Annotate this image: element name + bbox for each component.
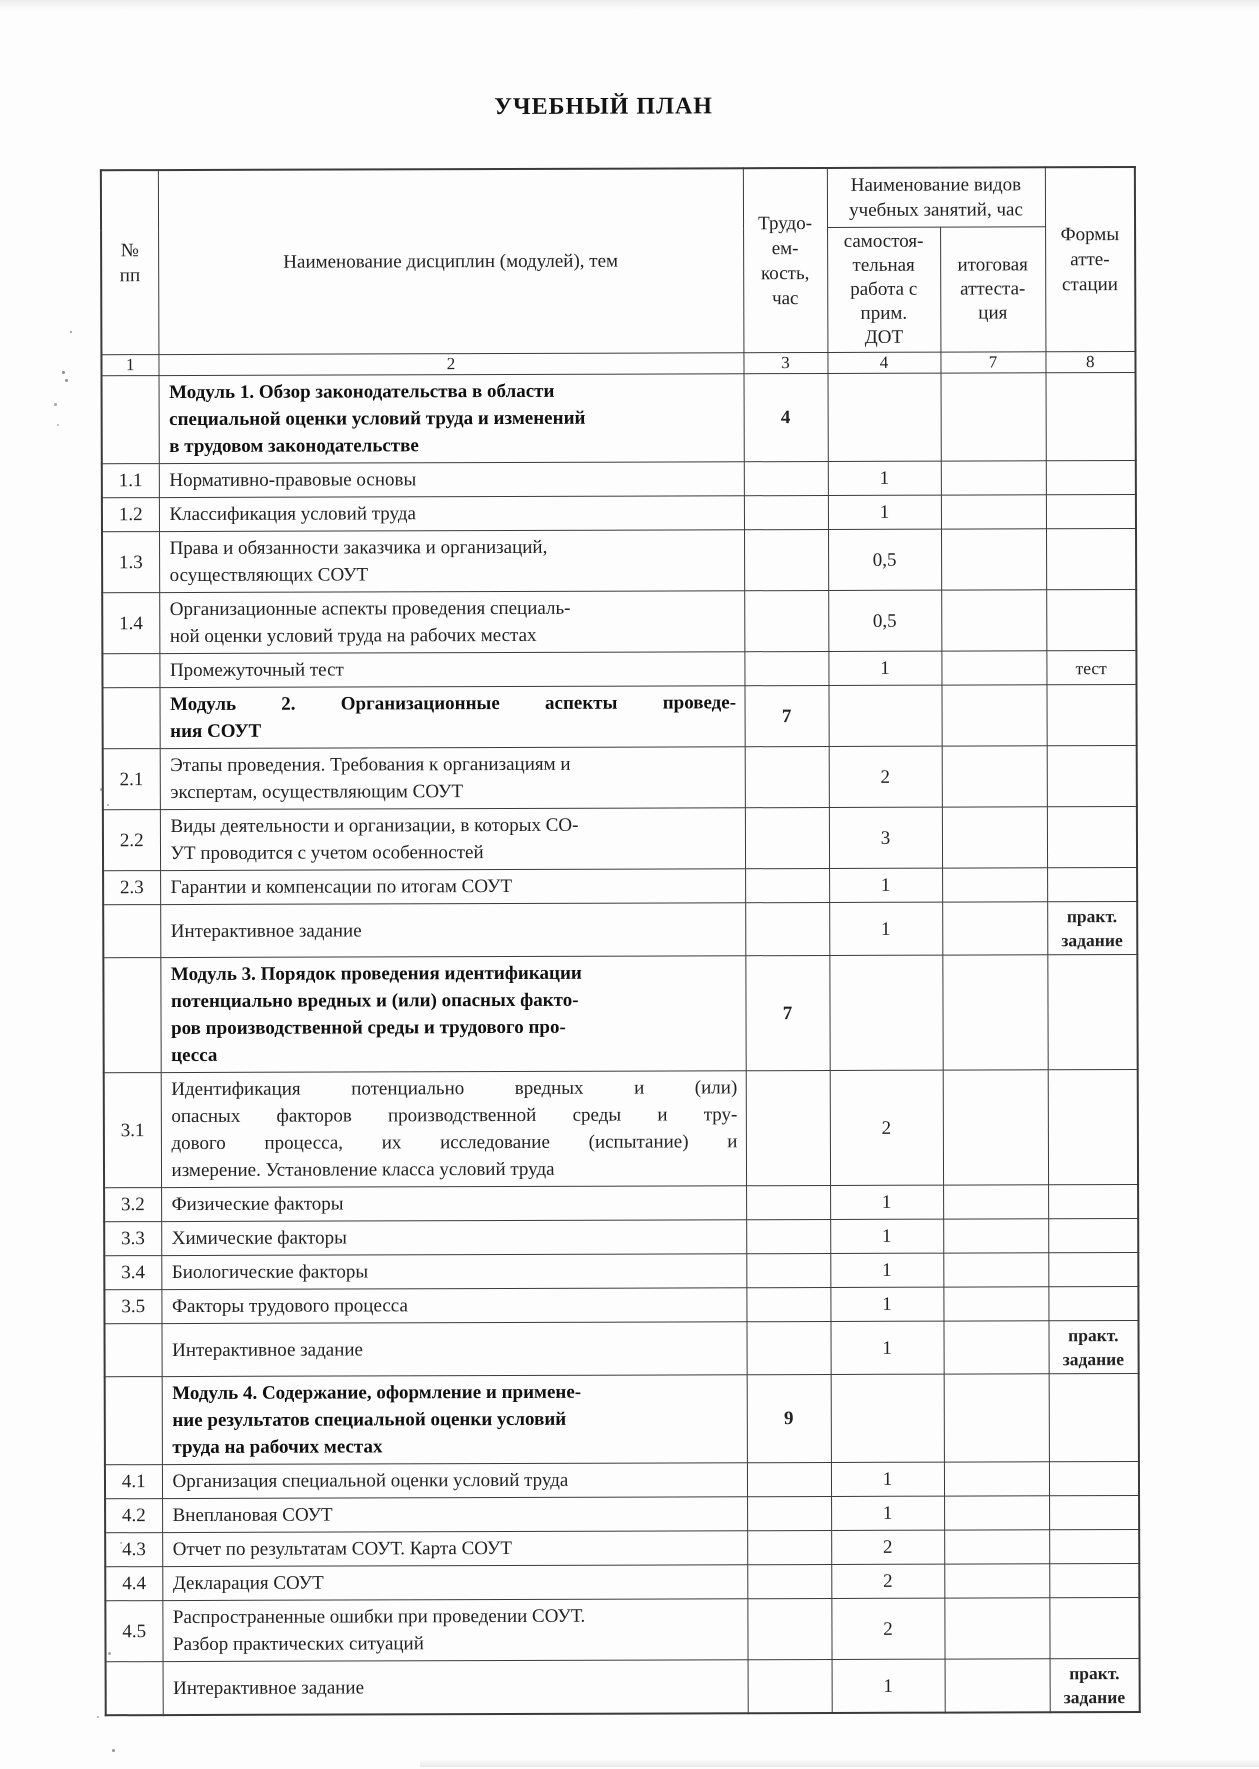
final-attestation-cell <box>943 1287 1048 1321</box>
final-attestation-cell <box>942 868 1047 902</box>
self-work-hours-cell <box>828 685 941 746</box>
workload-cell: 9 <box>747 1374 831 1462</box>
row-number-cell <box>106 1662 163 1716</box>
table-row <box>104 1185 1138 1222</box>
column-index: 3 <box>743 352 827 373</box>
workload-cell <box>748 1659 832 1713</box>
attestation-form-cell: практ. задание <box>1048 1321 1138 1374</box>
row-number-cell: 3.4 <box>104 1256 161 1290</box>
final-attestation-cell <box>944 1564 1049 1598</box>
table-row <box>104 1070 1138 1188</box>
table-row <box>103 807 1137 871</box>
final-attestation-cell <box>943 1185 1048 1219</box>
workload-cell <box>747 1530 831 1564</box>
row-number-cell <box>102 376 159 464</box>
workload-cell: 7 <box>745 955 829 1070</box>
table-row <box>105 1496 1139 1533</box>
table-row <box>102 590 1136 654</box>
workload-cell <box>744 651 828 685</box>
col-header-workload: Трудо- ем- кость, час <box>743 168 828 353</box>
self-work-hours-cell: 1 <box>828 651 941 685</box>
self-work-hours-cell: 1 <box>830 1253 943 1287</box>
table-row <box>105 1530 1139 1567</box>
self-work-hours-cell: 0,5 <box>828 529 941 590</box>
attestation-form-cell <box>1046 685 1136 746</box>
final-attestation-cell <box>943 1070 1048 1185</box>
table-row <box>106 1659 1140 1716</box>
table-row <box>104 1321 1138 1377</box>
discipline-name-cell: Этапы проведения. Требования к организациям и экспертам, осуществляющим СОУТ <box>160 747 745 810</box>
attestation-form-cell: тест <box>1046 651 1136 685</box>
row-number-cell: 2.2 <box>103 810 160 871</box>
row-number-cell: 3.3 <box>104 1222 161 1256</box>
self-work-hours-cell: 0,5 <box>828 590 941 651</box>
self-work-hours-cell: 1 <box>831 1496 944 1530</box>
attestation-form-cell <box>1049 1598 1139 1659</box>
workload-cell <box>747 1598 831 1659</box>
workload-cell <box>746 1219 830 1253</box>
self-work-hours-cell: 1 <box>829 902 942 955</box>
final-attestation-cell <box>944 1462 1049 1496</box>
self-work-hours-cell: 1 <box>829 868 942 902</box>
final-attestation-cell <box>941 529 1046 590</box>
column-index: 1 <box>101 355 158 376</box>
row-number-cell: 1.2 <box>102 498 159 532</box>
final-attestation-cell <box>941 685 1046 746</box>
attestation-form-cell <box>1049 1530 1139 1564</box>
self-work-hours-cell: 1 <box>832 1659 945 1713</box>
table-row <box>103 955 1137 1073</box>
workload-cell <box>746 1070 830 1185</box>
discipline-name-cell: Отчет по результатам СОУТ. Карта СОУТ <box>162 1531 747 1567</box>
attestation-form-cell <box>1049 1564 1139 1598</box>
row-number-cell <box>102 688 159 749</box>
self-work-hours-cell: 3 <box>829 807 942 868</box>
self-work-hours-cell <box>829 955 942 1070</box>
row-number-cell: 3.2 <box>104 1188 161 1222</box>
row-number-cell <box>104 1324 161 1377</box>
discipline-name-cell: Внеплановая СОУТ <box>162 1497 747 1533</box>
final-attestation-cell <box>941 651 1046 685</box>
discipline-name-cell: Нормативно-правовые основы <box>159 462 744 498</box>
workload-cell <box>744 590 828 651</box>
table-row <box>104 1253 1138 1290</box>
page-title: УЧЕБНЫЙ ПЛАН <box>494 93 713 121</box>
table-row <box>102 685 1136 749</box>
attestation-form-cell <box>1049 1496 1139 1530</box>
row-number-cell: 4.5 <box>105 1601 162 1662</box>
final-attestation-cell <box>941 461 1046 495</box>
final-attestation-cell <box>941 590 1046 651</box>
table-row <box>104 1287 1138 1324</box>
self-work-hours-cell: 2 <box>831 1564 944 1598</box>
table-row <box>103 746 1137 810</box>
attestation-form-cell <box>1047 955 1137 1070</box>
row-number-cell: 2.3 <box>103 871 160 905</box>
discipline-name-cell: Модуль 2. Организационные аспекты проведе- ния СОУТ <box>159 686 744 749</box>
table-row <box>105 1374 1139 1465</box>
self-work-hours-cell <box>831 1374 944 1462</box>
column-index: 4 <box>827 352 940 373</box>
row-number-cell: 4.3 <box>105 1533 162 1567</box>
table-body <box>102 373 1140 1716</box>
col-header-attestation-forms: Формы атте- стации <box>1045 167 1136 352</box>
attestation-form-cell <box>1049 1374 1139 1462</box>
attestation-form-cell <box>1047 868 1137 902</box>
table-row <box>105 1462 1139 1499</box>
attestation-form-cell <box>1048 1070 1138 1185</box>
final-attestation-cell <box>942 955 1047 1070</box>
workload-cell <box>745 807 829 868</box>
discipline-name-cell: Распространенные ошибки при проведении СОУТ. Разбор практических ситуаций <box>162 1599 747 1662</box>
row-number-cell: 4.2 <box>105 1499 162 1533</box>
workload-cell: 4 <box>744 373 828 461</box>
final-attestation-cell <box>944 1598 1049 1659</box>
discipline-name-cell: Биологические факторы <box>161 1254 746 1290</box>
final-attestation-cell <box>944 1374 1049 1462</box>
final-attestation-cell <box>944 1530 1049 1564</box>
final-attestation-cell <box>943 1253 1048 1287</box>
attestation-form-cell <box>1046 590 1136 651</box>
table-row <box>104 1219 1138 1256</box>
row-number-cell: 3.1 <box>104 1073 161 1188</box>
self-work-hours-cell: 2 <box>829 746 942 807</box>
attestation-form-cell <box>1048 1219 1138 1253</box>
workload-cell <box>744 461 828 495</box>
attestation-form-cell <box>1047 807 1137 868</box>
col-header-self-work: самостоя- тельная работа с прим. ДОТ <box>827 227 940 352</box>
discipline-name-cell: Химические факторы <box>161 1220 746 1256</box>
row-number-cell: 2.1 <box>103 749 160 810</box>
workload-cell <box>746 1253 830 1287</box>
table-row <box>102 529 1136 593</box>
column-index: 2 <box>158 353 743 376</box>
attestation-form-cell <box>1048 1185 1138 1219</box>
table-row <box>105 1598 1139 1662</box>
row-number-cell: 1.1 <box>102 464 159 498</box>
row-number-cell: 4.4 <box>105 1567 162 1601</box>
table-header <box>101 167 1136 376</box>
workload-cell <box>744 495 828 529</box>
table-row <box>103 902 1137 958</box>
workload-cell <box>747 1462 831 1496</box>
row-number-cell <box>103 958 160 1073</box>
final-attestation-cell <box>941 495 1046 529</box>
column-index: 8 <box>1045 352 1135 373</box>
final-attestation-cell <box>942 746 1047 807</box>
self-work-hours-cell: 2 <box>831 1598 944 1659</box>
attestation-form-cell <box>1046 373 1136 461</box>
column-index: 7 <box>940 352 1045 373</box>
discipline-name-cell: Организационные аспекты проведения специаль- ной оценки условий труда на рабочих местах <box>159 591 744 654</box>
self-work-hours-cell: 2 <box>831 1530 944 1564</box>
attestation-form-cell: практ. задание <box>1050 1659 1140 1713</box>
final-attestation-cell <box>943 1321 1048 1374</box>
self-work-hours-cell: 2 <box>830 1070 943 1185</box>
col-header-discipline: Наименование дисциплин (модулей), тем <box>158 168 744 354</box>
discipline-name-cell: Декларация СОУТ <box>162 1565 747 1601</box>
attestation-form-cell <box>1047 746 1137 807</box>
curriculum-table <box>100 166 1141 1716</box>
table-row <box>103 868 1137 905</box>
attestation-form-cell: практ. задание <box>1047 902 1137 955</box>
row-number-cell <box>103 905 160 958</box>
row-number-cell: 1.3 <box>102 532 159 593</box>
attestation-form-cell <box>1048 1287 1138 1321</box>
self-work-hours-cell: 1 <box>828 461 941 495</box>
final-attestation-cell <box>943 1219 1048 1253</box>
col-header-final-attestation: итоговая аттеста- ция <box>940 227 1045 352</box>
discipline-name-cell: Права и обязанности заказчика и организаций, осуществляющих СОУТ <box>159 530 744 593</box>
final-attestation-cell <box>942 902 1047 955</box>
discipline-name-cell: Виды деятельности и организации, в которых СО- УТ проводится с учетом особенностей <box>160 808 745 871</box>
self-work-hours-cell <box>828 373 941 461</box>
workload-cell <box>746 1321 830 1374</box>
discipline-name-cell: Идентификация потенциально вредных и (или) опасных факторов производственной среды и тру- дового процесса, их исследование (испытание) и измерение. Установление класса условий труда <box>161 1071 746 1188</box>
row-number-cell <box>102 654 159 688</box>
attestation-form-cell <box>1046 495 1136 529</box>
col-header-number: № пп <box>101 170 159 355</box>
table-row <box>105 1564 1139 1601</box>
workload-cell <box>745 868 829 902</box>
col-header-lesson-types-group: Наименование видов учебных занятий, час <box>827 167 1045 227</box>
row-number-cell: 3.5 <box>104 1290 161 1324</box>
table-row <box>102 461 1136 498</box>
discipline-name-cell: Интерактивное задание <box>160 903 745 958</box>
table-row <box>102 495 1136 532</box>
self-work-hours-cell: 1 <box>830 1321 943 1374</box>
attestation-form-cell <box>1046 461 1136 495</box>
workload-cell <box>747 1564 831 1598</box>
self-work-hours-cell: 1 <box>830 1185 943 1219</box>
workload-cell <box>747 1496 831 1530</box>
attestation-form-cell <box>1046 529 1136 590</box>
discipline-name-cell: Факторы трудового процесса <box>161 1288 746 1324</box>
workload-cell <box>746 1287 830 1321</box>
self-work-hours-cell: 1 <box>831 1462 944 1496</box>
attestation-form-cell <box>1048 1253 1138 1287</box>
self-work-hours-cell: 1 <box>830 1287 943 1321</box>
discipline-name-cell: Классификация условий труда <box>159 496 744 532</box>
workload-cell <box>745 902 829 955</box>
row-number-cell: 4.1 <box>105 1465 162 1499</box>
discipline-name-cell: Гарантии и компенсации по итогам СОУТ <box>160 869 745 905</box>
workload-cell <box>745 746 829 807</box>
discipline-name-cell: Интерактивное задание <box>163 1660 748 1715</box>
discipline-name-cell: Физические факторы <box>161 1186 746 1222</box>
workload-cell: 7 <box>744 685 828 746</box>
discipline-name-cell: Модуль 4. Содержание, оформление и примене- ние результатов специальной оценки условий труда на рабочих местах <box>162 1375 747 1465</box>
final-attestation-cell <box>944 1496 1049 1530</box>
discipline-name-cell: Промежуточный тест <box>159 652 744 688</box>
attestation-form-cell <box>1049 1462 1139 1496</box>
self-work-hours-cell: 1 <box>830 1219 943 1253</box>
table-row <box>102 651 1136 688</box>
table-row <box>102 373 1136 464</box>
discipline-name-cell: Интерактивное задание <box>161 1322 746 1377</box>
row-number-cell: 1.4 <box>102 593 159 654</box>
final-attestation-cell <box>942 807 1047 868</box>
final-attestation-cell <box>945 1659 1050 1713</box>
row-number-cell <box>105 1377 162 1465</box>
discipline-name-cell: Модуль 3. Порядок проведения идентификации потенциально вредных и (или) опасных факто- ров производственной среды и трудового про- цесса <box>160 956 745 1073</box>
workload-cell <box>746 1185 830 1219</box>
workload-cell <box>744 529 828 590</box>
discipline-name-cell: Модуль 1. Обзор законодательства в области специальной оценки условий труда и изменений в трудовом законодательстве <box>159 374 744 464</box>
final-attestation-cell <box>941 373 1046 461</box>
discipline-name-cell: Организация специальной оценки условий труда <box>162 1463 747 1499</box>
self-work-hours-cell: 1 <box>828 495 941 529</box>
